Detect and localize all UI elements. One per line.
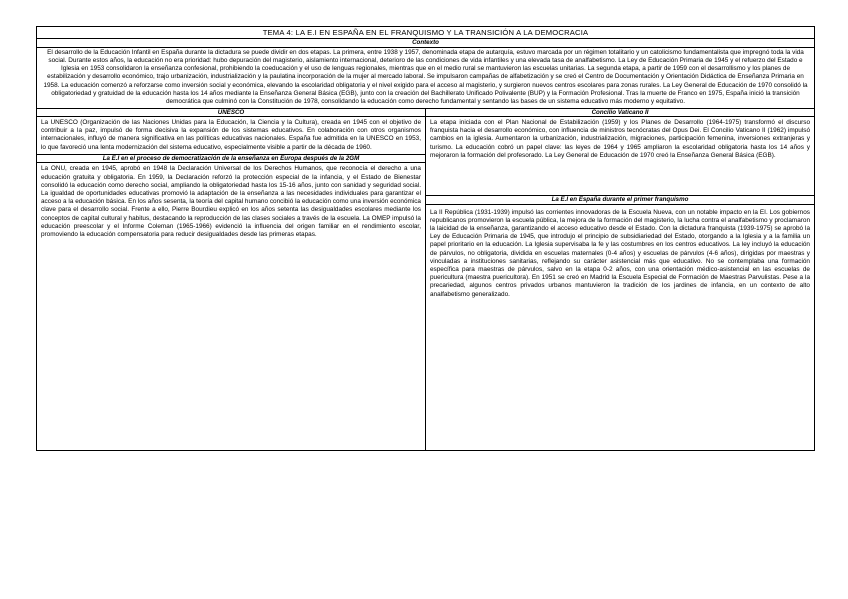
title-row <box>37 27 815 39</box>
franquismo-text: La II República (1931-1939) impulsó las corrientes innovadoras de la Escuela Nueva, con un notable impacto en la EI. Los gobiernos republicanos promovieron la escuela pública, la mejora de la formación del magisterio, la lucha contra el analfabetismo y proclamaron la laicidad de la enseñanza, garantizando el acceso educativo desde el Estado. Con la dictadura franquista (1939-1975) se aprobó la Ley de Educación Primaria de 1945, que introdujo el principio de subsidiariedad del Estado, otorgando a la Iglesia y a la familia un papel prioritario en la educación. La Iglesia supervisaba la fe y las costumbres en los centros educativos. La ley incluyó la educación de párvulos, no obligatoria, dividida en escuelas maternales (0-4 años) y escuelas de párvulos (4-6 años), dirigidas por maestras y vinculadas a instituciones sanitarias, reflejando su carácter asistencial más que educativo. No se contemplaba una formación específica para maestras de párvulos, salvo en la etapa 0-2 años, con una orientación médico-asistencial en las escuelas de puericultura (maestra puericultora). En 1951 se creó en Madrid la Escuela Especial de Formación de Maestras Parvulistas. Pese a la precariedad, algunos centros privados urbanos mantuvieron la tradición de los jardines de infancia, en un contexto de alto analfabetismo generalizado. <box>430 208 810 298</box>
context-heading-row <box>37 39 815 48</box>
context-heading: Contexto <box>37 39 815 48</box>
summary-sheet <box>36 26 815 451</box>
unesco-heading: UNESCO <box>37 108 426 117</box>
vaticano-heading: Concilio Vaticano II <box>426 108 815 117</box>
vaticano-text: La etapa iniciada con el Plan Nacional de Estabilización (1959) y los Planes de Desarrollo (1964-1975) transformó el discurso franquista hacia el desarrollo económico, con influencia de ministros tecnócratas del Opus Dei. El Concilio Vaticano II (1962) impulsó cambios en la iglesia. Aumentaron la urbanización, industrialización, migraciones, participación femenina, inversiones extranjeras y turismo. La educación cobró un papel clave: las leyes de 1964 y 1965 ampliaron la escolaridad obligatoria hasta los 14 años y mejoraron la formación del profesorado. La Ley General de Educación de 1970 creó la Enseñanza General Básica (EGB). <box>430 119 810 159</box>
franquismo-heading: La E.I en España durante el primer franquismo <box>426 195 814 205</box>
context-text: El desarrollo de la Educación Infantil en España durante la dictadura se puede dividir en dos etapas. La primera, entre 1938 y 1957, denominada etapa de autarquía, estuvo marcada por un régimen totalitario y un catolicismo fundamentalista que impregnó toda la vida social. Durante estos años, la educación no era prioridad: hubo depuración del magisterio, aislamiento internacional, deterioro de las condiciones de vida infantiles y una elevada tasa de analfabetismo. La Ley de Educación Primaria de 1945 y el refuerzo del Estado e Iglesia en 1953 consolidaron la enseñanza confesional, prohibiendo la coeducación y el uso de lenguas regionales, mientras que en el medio rural se mantuvieron las escuelas unitarias. La segunda etapa, a partir de 1959 con el desarrollismo y los planes de estabilización y desarrollo económico, trajo urbanización, industrialización y la paulatina incorporación de la mujer al mercado laboral. Se impulsaron campañas de alfabetización y se creó el Centro de Documentación y Orientación Didáctica de Enseñanza Primaria en 1958. La educación comenzó a reforzarse como inversión social y económica, elevando la escolaridad obligatoria y el nivel exigido para el acceso al magisterio, y surgieron nuevos centros escolares para zonas rurales. La Ley General de Educación de 1970 consolidó la obligatoriedad y gratuidad de la educación hasta los 14 años mediante la Enseñanza General Básica (EGB), junto con la creación del Bachillerato Unificado Polivalente (BUP) y la Formación Profesional. Tras la muerte de Franco en 1975, España inició la transición democrática que culminó con la Constitución de 1978, consolidando la educación como derecho fundamental y sentando las bases de un sistema educativo más moderno y equitativo. <box>37 47 815 108</box>
summary-table <box>36 26 815 451</box>
vaticano-and-franquismo-cell <box>426 117 815 451</box>
democratizacion-heading: La E.I en el proceso de democratización de la enseñanza en Europa después de la 2GM <box>37 154 426 163</box>
document-title: TEMA 4: LA E.I EN ESPAÑA EN EL FRANQUISMO Y LA TRANSICIÓN A LA DEMOCRACIA <box>37 27 815 39</box>
democratizacion-text: La ONU, creada en 1945, aprobó en 1948 la Declaración Universal de los Derechos Humanos, que reconocía el derecho a una educación gratuita y obligatoria. En 1959, la Declaración reforzó la protección especial de la infancia, y el Estado de Bienestar consolidó la educación como derecho social, ampliando la obligatoriedad hasta los 15-16 años, junto con sanidad y seguridad social. La igualdad de oportunidades educativas promovió la adaptación de la enseñanza a las necesidades individuales para garantizar el acceso a la educación básica. En los años sesenta, la teoría del capital humano concibió la educación como una inversión económica clave para el desarrollo social. Frente a ello, Pierre Bourdieu explicó en los años setenta las desigualdades escolares mediante los conceptos de capital cultural y habitus, destacando la reproducción de las clases sociales a través de la escuela. La OMEP impulsó la educación preescolar y el Informe Coleman (1965-1966) evidenció la influencia del origen familiar en el rendimiento escolar, promoviendo la educación compensatoria para reducir desigualdades desde las primeras etapas. <box>37 163 426 451</box>
unesco-text: La UNESCO (Organización de las Naciones Unidas para la Educación, la Ciencia y la Cultura), creada en 1945 con el objetivo de contribuir a la paz, impulsó de forma decisiva la expansión de los sistemas educativos. En colaboración con otros organismos internacionales, influyó de manera significativa en las políticas educativas nacionales. España fue admitida en la UNESCO en 1953, lo que favoreció una lenta modernización del sistema educativo, especialmente visible a partir de la década de 1960. <box>37 117 426 155</box>
section-heading-row-1 <box>37 108 815 117</box>
context-row <box>37 47 815 108</box>
section-row-1 <box>37 117 815 155</box>
